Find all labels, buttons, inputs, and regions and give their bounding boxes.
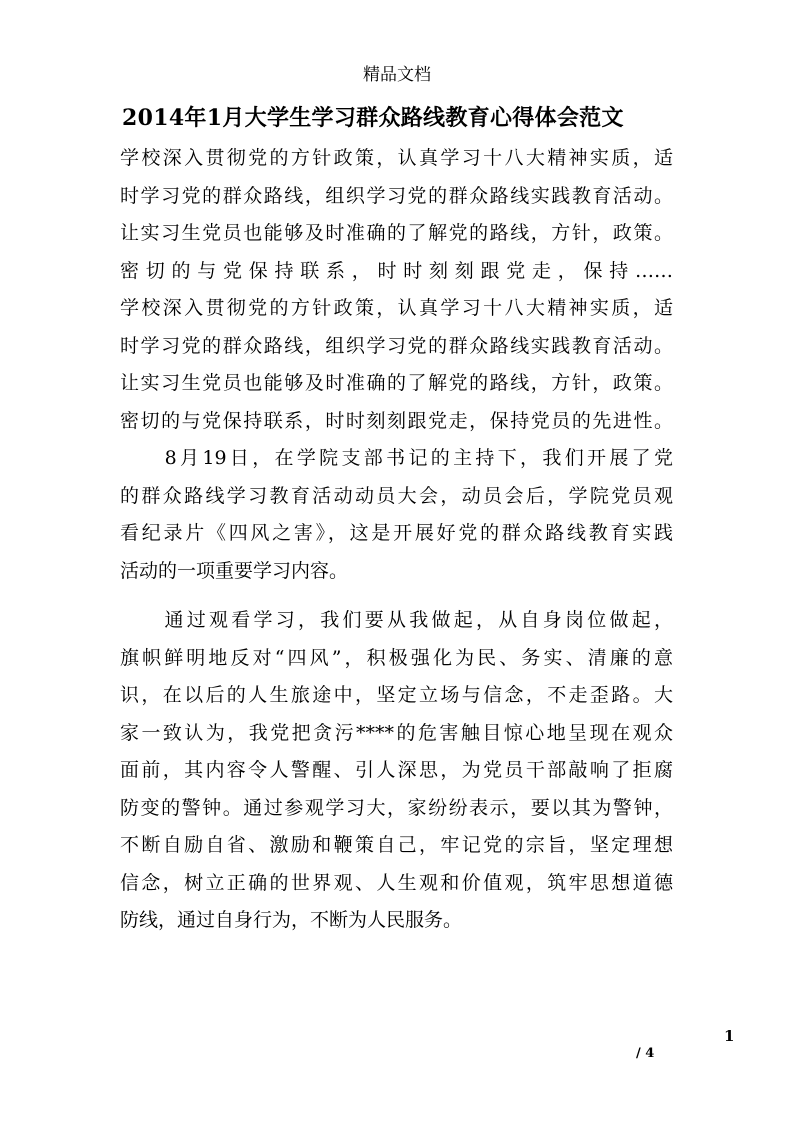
text-line: 的群众路线学习教育活动动员大会，动员会后，学院党员观 bbox=[120, 484, 673, 507]
text-line: 活动的一项重要学习内容。 bbox=[120, 559, 349, 582]
text-line: 识，在以后的人生旅途中，坚定立场与信念，不走歪路。大 bbox=[120, 684, 673, 706]
text-line: 面前，其内容令人警醒、引人深思，为党员干部敲响了拒腐 bbox=[120, 759, 673, 781]
text-line: 家一致认为，我党把贪污****的危害触目惊心地呈现在观众 bbox=[120, 721, 673, 744]
text-line: 时学习党的群众路线，组织学习党的群众路线实践教育活动。 bbox=[120, 334, 673, 357]
text-line: 不断自励自省、激励和鞭策自己，牢记党的宗旨，坚定理想 bbox=[120, 834, 673, 856]
paragraph-4 bbox=[120, 602, 673, 940]
text-line: 旗帜鲜明地反对“四风”，积极强化为民、务实、清廉的意 bbox=[120, 646, 673, 669]
text-line: 信念，树立正确的世界观、人生观和价值观，筑牢思想道德 bbox=[120, 871, 673, 894]
document-body bbox=[120, 140, 673, 940]
text-line: 8月19日，在学院支部书记的主持下，我们开展了党 bbox=[120, 447, 673, 469]
page-number: 1 bbox=[724, 1027, 735, 1045]
text-line: 密切的与党保持联系，时时刻刻跟党走，保持…… bbox=[120, 259, 673, 282]
paragraph-1 bbox=[120, 140, 673, 290]
text-line: 通过观看学习，我们要从我做起，从自身岗位做起， bbox=[120, 609, 673, 631]
text-line: 学校深入贯彻党的方针政策，认真学习十八大精神实质，适 bbox=[120, 297, 673, 319]
text-line: 密切的与党保持联系，时时刻刻跟党走，保持党员的先进性。 bbox=[120, 409, 673, 432]
document-title: 2014年1月大学生学习群众路线教育心得体会范文 bbox=[122, 105, 624, 131]
paragraph-3 bbox=[120, 440, 673, 590]
page-header: 精品文档 bbox=[363, 65, 431, 85]
text-line: 让实习生党员也能够及时准确的了解党的路线，方针，政策。 bbox=[120, 372, 673, 394]
text-line: 防线，通过自身行为，不断为人民服务。 bbox=[120, 909, 463, 931]
text-line: 让实习生党员也能够及时准确的了解党的路线，方针，政策。 bbox=[120, 222, 673, 244]
text-line: 学校深入贯彻党的方针政策，认真学习十八大精神实质，适 bbox=[120, 147, 673, 169]
paragraph-gap bbox=[120, 590, 673, 602]
text-line: 时学习党的群众路线，组织学习党的群众路线实践教育活动。 bbox=[120, 184, 673, 207]
text-line: 看纪录片《四风之害》，这是开展好党的群众路线教育实践 bbox=[120, 522, 673, 544]
page-total: / 4 bbox=[636, 1046, 655, 1061]
paragraph-2 bbox=[120, 290, 673, 440]
text-line: 防变的警钟。通过参观学习大，家纷纷表示，要以其为警钟， bbox=[120, 796, 673, 819]
